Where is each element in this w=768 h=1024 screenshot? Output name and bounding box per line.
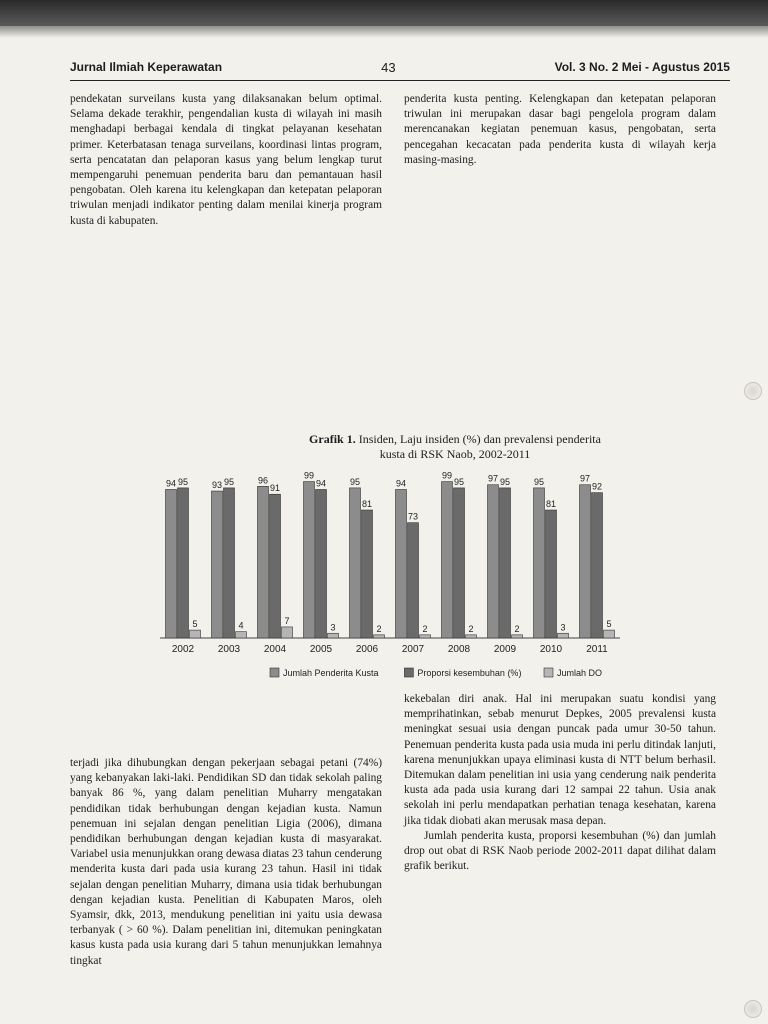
data-label: 81: [545, 499, 557, 510]
bar-proporsi-kesembuhan--2010: [546, 510, 557, 638]
bar-jumlah-penderita-kusta-2011: [580, 485, 591, 638]
bar-jumlah-do-2011: [604, 630, 615, 638]
bar-proporsi-kesembuhan--2006: [362, 510, 373, 638]
bar-jumlah-penderita-kusta-2003: [212, 491, 223, 638]
paragraph: kekebalan diri anak. Hal ini merupakan suatu kondisi yang memprihatinkan, sebab menurut Depkes, 2005 prevalensi kusta meningkat sesuai usia dengan puncak pada umur 30-50 tahun. Penemuan penderita kusta pada usia muda ini perlu ditindak lanjuti, karena menunjukkan upaya eliminasi kusta di NTT belum berhasil. Ditemukan dalam penelitian ini usia yang cenderung naik penderita kusta ada pada usia kurang dari 12 sampai 22 tahun. Usia anak sekolah ini perlu mendapatkan perhatian tenaga kesehatan, karena jika tidak diobati akan merusak masa depan.: [404, 693, 716, 827]
scanner-shadow: [0, 26, 768, 38]
left-column-bottom: [70, 756, 382, 969]
binder-hole: [744, 382, 762, 400]
data-label: 95: [533, 476, 545, 487]
bar-proporsi-kesembuhan--2004: [270, 494, 281, 638]
running-header: [70, 60, 730, 75]
bar-jumlah-penderita-kusta-2007: [396, 489, 407, 638]
bar-jumlah-do-2002: [190, 630, 201, 638]
x-tick-label: 2009: [493, 644, 517, 655]
data-label: 99: [441, 470, 453, 481]
bar-jumlah-penderita-kusta-2006: [350, 488, 361, 638]
paragraph: penderita kusta penting. Kelengkapan dan ketepatan pelaporan triwulan ini merupakan dasar bagi pengelola program dalam merencanakan kegiatan penemuan kasus, pengobatan, serta pencegahan kecacatan pada penderita kusta di wilayah kerja masing-masing.: [404, 93, 716, 166]
data-label: 94: [395, 478, 407, 489]
data-label: 91: [269, 483, 281, 494]
bar-jumlah-penderita-kusta-2002: [166, 489, 177, 638]
chart-caption-label: Grafik 1.: [309, 432, 356, 446]
right-column-bottom: [404, 692, 716, 874]
left-column-top: [70, 92, 382, 229]
bar-proporsi-kesembuhan--2009: [500, 488, 511, 638]
data-label: 95: [499, 476, 511, 487]
data-label: 95: [349, 476, 361, 487]
data-label: 5: [606, 619, 612, 630]
legend-swatch: [270, 668, 279, 677]
bar-jumlah-do-2005: [328, 633, 339, 638]
bar-jumlah-penderita-kusta-2005: [304, 482, 315, 638]
bar-jumlah-penderita-kusta-2010: [534, 488, 545, 638]
data-label: 97: [487, 473, 499, 484]
chart-caption: [300, 432, 610, 462]
legend-swatch: [404, 668, 413, 677]
data-label: 97: [579, 473, 591, 484]
data-label: 81: [361, 499, 373, 510]
data-label: 93: [211, 480, 223, 491]
data-label: 2: [468, 623, 474, 634]
right-column-top: [404, 92, 716, 168]
bar-jumlah-do-2010: [558, 633, 569, 638]
legend-swatch: [544, 668, 553, 677]
x-tick-label: 2002: [171, 644, 195, 655]
bar-jumlah-penderita-kusta-2004: [258, 486, 269, 638]
data-label: 3: [560, 622, 566, 633]
x-tick-label: 2005: [309, 644, 333, 655]
bar-proporsi-kesembuhan--2002: [178, 488, 189, 638]
data-label: 99: [303, 470, 315, 481]
binder-hole: [744, 1000, 762, 1018]
paragraph: Jumlah penderita kusta, proporsi kesembuhan (%) dan jumlah drop out obat di RSK Naob periode 2002-2011 dapat dilihat dalam grafik berikut.: [404, 829, 716, 873]
bar-jumlah-penderita-kusta-2009: [488, 485, 499, 638]
data-label: 95: [453, 476, 465, 487]
bar-jumlah-do-2006: [374, 635, 385, 638]
scanner-edge: [0, 0, 768, 26]
x-tick-label: 2003: [217, 644, 241, 655]
legend-entry: Proporsi kesembuhan (%): [417, 668, 522, 678]
bar-chart: [150, 468, 630, 698]
bar-proporsi-kesembuhan--2005: [316, 489, 327, 638]
legend-entry: Jumlah Penderita Kusta: [283, 668, 379, 678]
data-label: 2: [422, 623, 428, 634]
data-label: 2: [376, 623, 382, 634]
header-rule: [70, 80, 730, 81]
paragraph: pendekatan surveilans kusta yang dilaksanakan belum optimal. Selama dekade terakhir, pengendalian kusta di wilayah ini masih menghadapi berbagai kendala di tingkat pelayanan kesehatan primer. Keterbatasan tenaga surveilans, koordinasi lintas program, serta pencatatan dan pelaporan kasus yang belum lengkap turut mempengaruhi penemuan penderita baru dan pemantauan hasil pengobatan. Oleh karena itu kelengkapan dan ketepatan pelaporan triwulan menjadi indikator penting dalam menilai kinerja program kusta di kabupaten.: [70, 93, 382, 227]
bar-jumlah-penderita-kusta-2008: [442, 482, 453, 638]
x-tick-label: 2011: [586, 644, 608, 655]
journal-title: Jurnal Ilmiah Keperawatan: [70, 60, 223, 74]
data-label: 95: [223, 476, 235, 487]
bar-jumlah-do-2004: [282, 627, 293, 638]
bar-proporsi-kesembuhan--2011: [592, 493, 603, 638]
data-label: 96: [257, 475, 269, 486]
data-label: 7: [284, 615, 290, 626]
data-label: 4: [238, 620, 244, 631]
bar-jumlah-do-2008: [466, 635, 477, 638]
bar-proporsi-kesembuhan--2008: [454, 488, 465, 638]
x-tick-label: 2007: [401, 644, 425, 655]
page-number: 43: [381, 60, 396, 75]
data-label: 92: [591, 481, 603, 492]
data-label: 2: [514, 623, 520, 634]
x-tick-label: 2004: [263, 644, 287, 655]
data-label: 5: [192, 619, 198, 630]
legend-entry: Jumlah DO: [557, 668, 603, 678]
bar-jumlah-do-2007: [420, 635, 431, 638]
paragraph: terjadi jika dihubungkan dengan pekerjaan sebagai petani (74%) yang kebanyakan laki-laki. Pendidikan SD dan tidak sekolah paling banyak 86 %, yang dalam penelitian Muharry mengatakan pendidikan tidak berhubungan dengan kejadian kusta. Namun penemuan ini sejalan dengan penelitian Ligia (2006), dimana pendidikan berhubungan dengan kejadian kusta di masyarakat. Variabel usia menunjukkan orang dewasa diatas 23 tahun cenderung menderita kusta dari pada usia kurang 23 tahun. Hasil ini tidak sejalan dengan penelitian Muharry, dimana usia tidak berhubungan dengan kejadian kusta. Penelitian di Kabupaten Maros, oleh Syamsir, dkk, 2013, mendukung penelitian ini yaitu usia dewasa terbanyak ( > 60 %). Dalam penelitian ini, ditemukan peningkatan kasus kusta pada usia kurang dari 5 tahun menunjukkan lemahnya tingkat: [70, 757, 382, 967]
bar-proporsi-kesembuhan--2003: [224, 488, 235, 638]
x-tick-label: 2008: [447, 644, 471, 655]
data-label: 94: [165, 478, 177, 489]
x-tick-label: 2010: [539, 644, 563, 655]
bar-proporsi-kesembuhan--2007: [408, 523, 419, 638]
bar-jumlah-do-2009: [512, 635, 523, 638]
data-label: 95: [177, 476, 189, 487]
data-label: 3: [330, 622, 336, 633]
bar-jumlah-do-2003: [236, 632, 247, 638]
x-tick-label: 2006: [355, 644, 379, 655]
data-label: 73: [407, 511, 419, 522]
bar-chart-svg: [150, 468, 630, 698]
volume-info: Vol. 3 No. 2 Mei - Agustus 2015: [554, 60, 730, 74]
chart-caption-text: Insiden, Laju insiden (%) dan prevalensi penderita kusta di RSK Naob, 2002-2011: [358, 432, 601, 461]
data-label: 94: [315, 478, 327, 489]
